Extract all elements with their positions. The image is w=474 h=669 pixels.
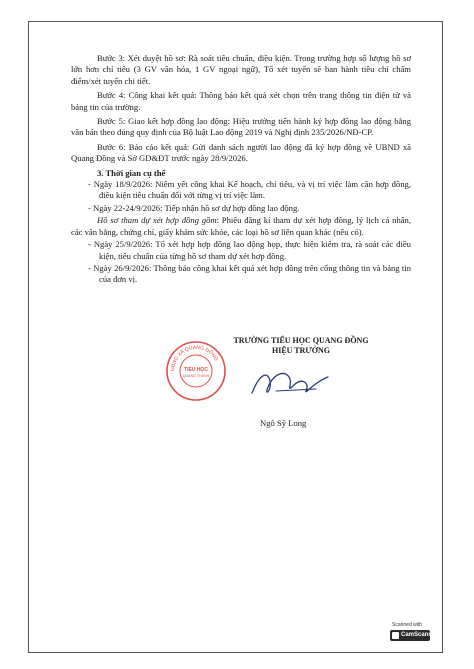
camscanner-logo — [390, 630, 438, 641]
stamp-ring-text: UBND XÃ QUANG ĐỒNG — [169, 344, 220, 372]
timeline-item-2: - Ngày 22-24/9/2026: Tiếp nhận hồ sơ dự hợp đồng lao động. — [71, 203, 411, 214]
step-5: Bước 5: Giao kết hợp đồng lao động: Hiệu trưởng tiến hành ký hợp đồng lao động bằng văn bản theo đúng quy định của Bộ luật Lao động 2019 và Nghị định 235/2026/NĐ-CP. — [71, 116, 411, 138]
watermark-line-1: Scanned with — [392, 622, 423, 628]
dossier-label: Hồ sơ tham dự xét hợp đồng gồm — [97, 215, 217, 226]
stamp-center-text-2: QUANG THÀNH — [182, 374, 210, 378]
document-body — [71, 53, 411, 287]
signer-role: HIỆU TRƯỞNG — [271, 346, 330, 355]
step-6: Bước 6: Báo cáo kết quả: Gửi danh sách người lao động đã ký hợp đồng về UBND xã Quang Đồng và Sở GD&ĐT trước ngày 28/9/2026. — [71, 141, 411, 164]
step-4: Bước 4: Công khai kết quả: Thông báo kết quả xét chọn trên trang thông tin điện tử và bảng tin của trường. — [71, 90, 411, 112]
stamp-center-text-1: TIỂU HỌC — [184, 367, 208, 373]
camscanner-icon — [392, 632, 399, 639]
timeline-item-4: - Ngày 26/9/2026: Thông báo công khai kết quả xét hợp đồng trên cổng thông tin và bảng tin của đơn vị. — [71, 263, 411, 286]
dossier-text: : Phiếu đăng kí tham dự xét hợp đồng, lý lịch cá nhân, các văn bằng, chứng chỉ, giấy khám sức khỏe, các loại hồ sơ liên quan khác (nếu có). — [71, 215, 411, 237]
handwritten-signature-icon — [246, 363, 336, 403]
signer-name: Ngô Sỹ Long — [260, 418, 307, 428]
watermark-line-2: CamScanner — [401, 632, 438, 638]
section-3-title: 3. Thời gian cụ thể — [97, 167, 166, 178]
timeline-item-1: - Ngày 18/9/2026: Niêm yết công khai Kế hoạch, chỉ tiêu, và vị trí việc làm cần hợp đồng, điều kiện tiêu chuẩn đối với từng vị trí việc làm. — [71, 179, 411, 202]
signature-block — [226, 336, 376, 355]
official-stamp — [165, 340, 227, 402]
timeline-item-3: - Ngày 25/9/2026: Tổ xét hợp hợp đồng lao động họp, thực hiện kiểm tra, rà soát các điều kiện, tiêu chuẩn của từng hồ sơ tham dự xét hợp đồng. — [71, 239, 411, 262]
dossier-paragraph — [71, 215, 411, 238]
school-name: TRƯỜNG TIỂU HỌC QUANG ĐỒNG — [233, 336, 369, 345]
step-3: Bước 3: Xét duyệt hồ sơ: Rà soát tiêu chuẩn, điều kiện. Trong trường hợp số lượng hồ sơ lớn hơn chỉ tiêu (3 GV văn hóa, 1 GV ngoại ngữ), Tổ xét tuyển sẽ ban hành tiêu chí chấm điểm/xét tuyển chi tiết. — [71, 53, 411, 86]
